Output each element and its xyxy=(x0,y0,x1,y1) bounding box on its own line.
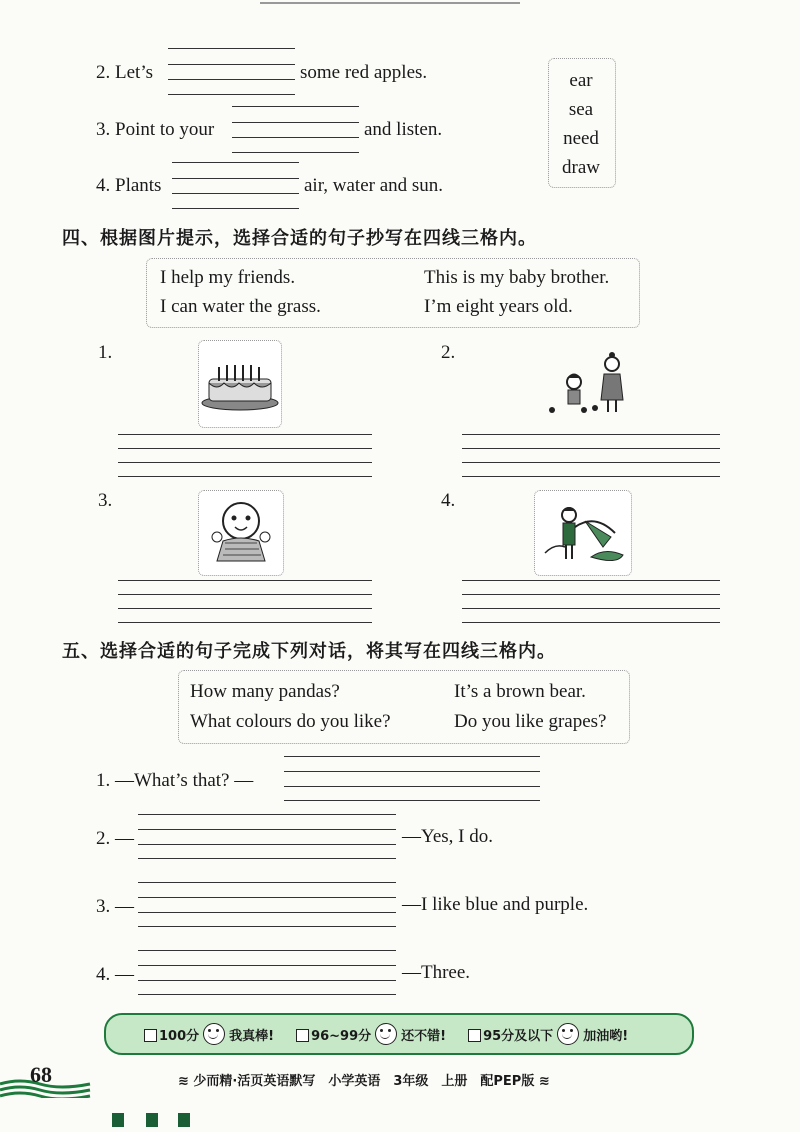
section5-title: 五、选择合适的句子完成下列对话，将其写在四线三格内。 xyxy=(62,641,556,662)
s5-item-4-prefix: 4. — xyxy=(96,964,134,985)
baby-icon xyxy=(198,490,284,576)
print-mark xyxy=(178,1113,190,1127)
fill-item-4: 4. Plants xyxy=(96,175,162,196)
s4-write-lines-1[interactable] xyxy=(118,434,372,476)
children-helping-icon xyxy=(540,346,632,420)
s4-option-2: This is my baby brother. xyxy=(424,267,610,288)
word-ear: ear xyxy=(569,70,593,91)
fill-item-2: 2. Let’s xyxy=(96,62,153,83)
section4-title: 四、根据图片提示，选择合适的句子抄写在四线三格内。 xyxy=(62,228,537,249)
fill-blank-2[interactable] xyxy=(168,48,295,94)
fill-item-3: 3. Point to your xyxy=(96,119,215,140)
s4-write-lines-3[interactable] xyxy=(118,580,372,622)
score-2-label: 96~99分 xyxy=(311,1028,372,1044)
print-mark xyxy=(146,1113,158,1127)
s5-item-2-prefix: 2. — xyxy=(96,828,134,849)
smile-face-icon xyxy=(375,1023,397,1045)
s5-option-4: Do you like grapes? xyxy=(454,711,607,732)
s4-write-lines-4[interactable] xyxy=(462,580,720,622)
page-number-badge xyxy=(0,1062,95,1098)
word-need: need xyxy=(563,128,599,149)
watering-grass-icon xyxy=(534,490,632,576)
fill-item-4-after: air, water and sun. xyxy=(304,175,444,196)
score-option-2[interactable] xyxy=(296,1025,371,1044)
smile-face-icon xyxy=(203,1023,225,1045)
s4-option-3: I can water the grass. xyxy=(160,296,321,317)
score-1-label: 100分 xyxy=(159,1028,200,1044)
birthday-cake-icon xyxy=(198,340,282,428)
s5-option-2: It’s a brown bear. xyxy=(454,681,586,702)
score-1-text: 我真棒! xyxy=(229,1028,275,1044)
s5-write-lines-4[interactable] xyxy=(138,950,396,994)
print-mark xyxy=(112,1113,124,1127)
book-footer: ≋ 少而精·活页英语默写 小学英语 3年级 上册 配PEP版 ≋ xyxy=(178,1074,550,1089)
score-2-text: 还不错! xyxy=(401,1028,447,1044)
score-option-3[interactable] xyxy=(468,1025,553,1044)
fill-blank-4[interactable] xyxy=(172,162,299,208)
score-3-text: 加油哟! xyxy=(583,1028,629,1044)
score-bar xyxy=(104,1013,694,1055)
cropped-header xyxy=(260,2,520,4)
s5-option-1: How many pandas? xyxy=(190,681,340,702)
fill-blank-3[interactable] xyxy=(232,106,359,152)
s5-item-1-prefix: 1. —What’s that? — xyxy=(96,770,254,791)
checkbox-icon xyxy=(296,1029,309,1042)
cheer-face-icon xyxy=(557,1023,579,1045)
score-3-label: 95分及以下 xyxy=(483,1028,554,1044)
s5-item-3-answer: —I like blue and purple. xyxy=(402,894,589,915)
s5-item-4-answer: —Three. xyxy=(402,962,471,983)
word-sea: sea xyxy=(568,99,594,120)
s5-write-lines-3[interactable] xyxy=(138,882,396,926)
checkbox-icon xyxy=(468,1029,481,1042)
fill-item-3-after: and listen. xyxy=(364,119,443,140)
s4-item-4-num: 4. xyxy=(441,490,456,511)
s4-item-3-num: 3. xyxy=(98,490,113,511)
s4-option-4: I’m eight years old. xyxy=(424,296,573,317)
s4-write-lines-2[interactable] xyxy=(462,434,720,476)
page-number: 68 xyxy=(30,1062,52,1087)
s4-item-1-num: 1. xyxy=(98,342,113,363)
s5-write-lines-2[interactable] xyxy=(138,814,396,858)
fill-item-2-after: some red apples. xyxy=(300,62,428,83)
checkbox-icon xyxy=(144,1029,157,1042)
s5-write-lines-1[interactable] xyxy=(284,756,540,800)
s4-item-2-num: 2. xyxy=(441,342,456,363)
s5-item-2-answer: —Yes, I do. xyxy=(402,826,493,847)
s5-option-3: What colours do you like? xyxy=(190,711,391,732)
word-draw: draw xyxy=(562,157,600,178)
s4-option-1: I help my friends. xyxy=(160,267,296,288)
score-option-1[interactable] xyxy=(144,1025,199,1044)
s5-item-3-prefix: 3. — xyxy=(96,896,134,917)
